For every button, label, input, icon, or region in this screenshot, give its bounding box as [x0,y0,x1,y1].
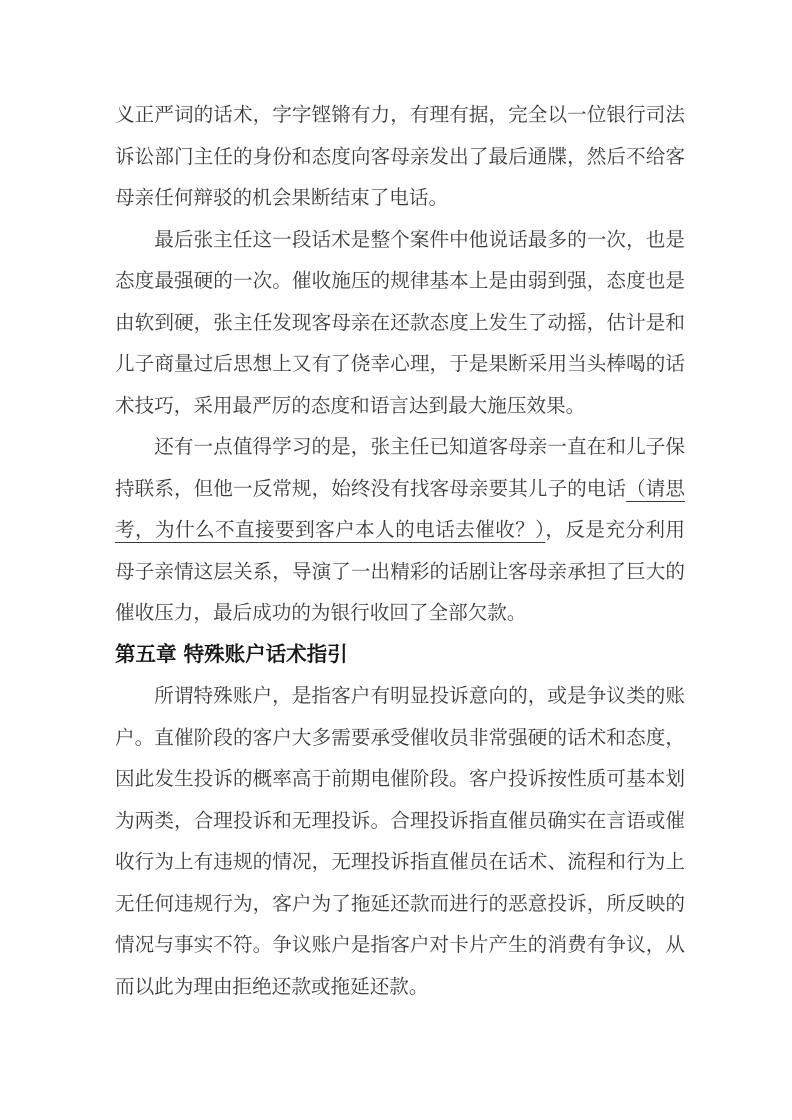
underlined-think-note: （请思考，为什么不直接要到客户本人的电话去催收？） [115,476,686,541]
paragraph-continued-from-previous-page: 义正严词的话术，字字铿锵有力，有理有据，完全以一位银行司法诉讼部门主任的身份和态度向客母亲发出了最后通牒，然后不给客母亲任何辩驳的机会果断结束了电话。 [115,103,685,209]
chapter-heading: 第五章 特殊账户话术指引 [115,641,348,666]
paragraph-special-accounts-definition: 所谓特殊账户，是指客户有明显投诉意向的，或是争议类的账户。直催阶段的客户大多需要承受催收员非常强硬的话术和态度，因此发生投诉的概率高于前期电催阶段。客户投诉按性质可基本划为两类，合理投诉和无理投诉。合理投诉指直催员确实在言语或催收行为上有违规的情况，无理投诉指直催员在话术、流程和行为上无任何违规行为，客户为了拖延还款而进行的恶意投诉，所反映的情况与事实不符。争议账户是指客户对卡片产生的消费有争议，从而以此为理由拒绝还款或拖延还款。 [115,684,685,998]
paragraph-lesson-with-note [115,426,685,634]
paragraph-collection-pressure-analysis: 最后张主任这一段话术是整个案件中他说话最多的一次，也是态度最强硬的一次。催收施压的规律基本上是由弱到强，态度也是由软到硬，张主任发现客母亲在还款态度上发生了动摇，估计是和儿子商量过后思想上又有了侥幸心理，于是果断采用当头棒喝的话术技巧，采用最严厉的态度和语言达到最大施压效果。 [115,227,685,417]
paragraph-segment-after-note: ，反是充分利用母子亲情这层关系，导演了一出精彩的话剧让客母亲承担了巨大的催收压力，最后成功的为银行收回了全部欠款。 [115,518,685,624]
paragraph-segment-before-note: 还有一点值得学习的是，张主任已知道客母亲一直在和儿子保持联系，但他一反常规，始终没有找客母亲要其儿子的电话 [115,435,685,500]
